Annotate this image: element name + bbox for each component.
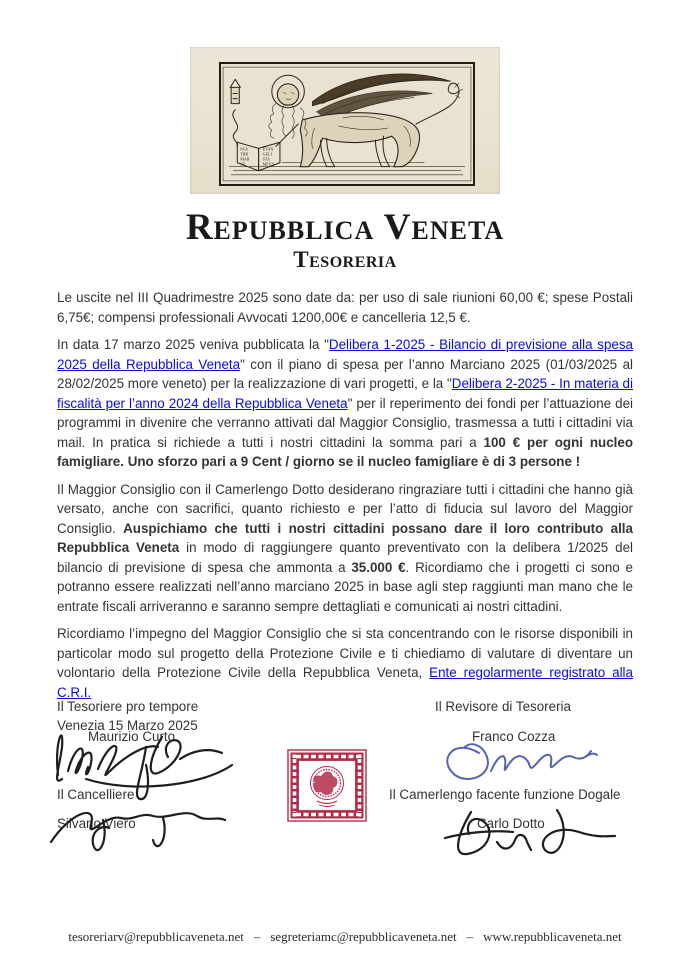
svg-text:PAX: PAX	[240, 146, 249, 152]
footer-separator: –	[466, 929, 474, 944]
role-tesoriere: Il Tesoriere pro tempore	[57, 699, 199, 714]
bold-text: 100 € per ogni nucleo famigliare. Uno sforzo pari a 9 Cent / giorno se il nucleo famigliare è di 3 persone !	[57, 434, 634, 469]
letter-body	[57, 288, 633, 744]
date-line: Venezia 15 Marzo 2025	[57, 718, 198, 733]
signer-name-maurizio-curto: Maurizio Curto	[88, 729, 176, 744]
role-camerlengo: Il Camerlengo facente funzione Dogale	[389, 787, 621, 802]
text-segment: In data 17 marzo 2025 veniva pubblicata la "	[57, 337, 329, 352]
paragraph-protezione-civile	[57, 624, 633, 702]
footer-contacts	[0, 929, 690, 945]
paragraph-delibere	[57, 335, 633, 472]
signer-name-carlo-dotto: Carlo Dotto	[477, 816, 545, 831]
inline-link[interactable]: Delibera 2-2025 - In materia di fiscalità per l’anno 2024 della Repubblica Veneta	[57, 376, 633, 411]
doge-seal-stamp-icon	[287, 749, 367, 822]
footer-website: www.repubblicaveneta.net	[483, 929, 622, 944]
footer-email-tesoreria: tesoreriarv@repubblicaveneta.net	[68, 929, 244, 944]
svg-text:GELI: GELI	[262, 151, 272, 157]
svg-text:MAR: MAR	[240, 156, 250, 162]
svg-text:STA: STA	[262, 156, 270, 162]
text-segment: " con il piano di spesa per l’anno Marciano 2025 (01/03/2025 al 28/02/2025 more veneto) per la realizzazione di vari progetti, e la "	[57, 356, 633, 391]
paragraph-thanks	[57, 480, 633, 617]
inline-link[interactable]: Ente regolarmente registrato alla C.R.I.	[57, 665, 633, 700]
svg-text:CE: CE	[240, 161, 246, 167]
text-segment: Ricordiamo l’impegno del Maggior Consiglio che si sta concentrando con le risorse disponibili in particolar modo sul progetto della Protezione Civile e ti chiediamo di valutare di diventare un volontario della Protezione Civile della Repubblica Veneta,	[57, 626, 633, 680]
paragraph-quarter-expenses	[57, 288, 633, 327]
engraving-paper	[190, 47, 500, 194]
page-title: Repubblica Veneta	[185, 207, 505, 248]
svg-text:MEVS: MEVS	[262, 161, 274, 167]
signer-name-franco-cozza: Franco Cozza	[472, 729, 556, 744]
role-revisore: Il Revisore di Tesoreria	[435, 699, 571, 714]
signature-silvano-viero-icon	[45, 790, 235, 865]
text-segment: in modo di raggiungere quanto preventivato con la delibera 1/2025 del bilancio di previsione di spesa che ammonta a	[57, 540, 633, 575]
footer-separator: –	[253, 929, 261, 944]
signature-carlo-dotto-icon	[437, 798, 622, 878]
svg-text:EVAN: EVAN	[262, 146, 274, 152]
text-segment: Le uscite nel III Quadrimestre 2025 sono date da: per uso di sale riunioni 60,00 €; spese Postali 6,75€; compensi professionali Avvocati 1200,00€ e cancelleria 12,5 €.	[57, 290, 633, 325]
inline-link[interactable]: Delibera 1-2025 - Bilancio di previsione alla spesa 2025 della Repubblica Veneta	[57, 337, 634, 372]
footer-email-segreteria: segreteriamc@repubblicaveneta.net	[270, 929, 457, 944]
svg-text:TIBI: TIBI	[240, 151, 249, 157]
text-segment: " per il reperimento dei fondi per l’attuazione dei programmi in divenire che verranno attivati dal Maggior Consiglio, trasmessa a tutti i cittadini via mail. In pratica si richiede a tutti i nostri cittadini la somma pari a	[57, 395, 633, 450]
text-segment: . Ricordiamo che i progetti ci sono e potranno essere realizzati nell’anno marciano 2025 in base agli step raggiunti man mano che le entrate fiscali arriveranno e saranno sempre dettagliati e comunicati ai nostri cittadini.	[57, 559, 634, 614]
page-subtitle: Tesoreria	[293, 247, 397, 272]
bold-text: 35.000 €	[351, 559, 406, 575]
bold-text: Auspichiamo che tutti i nostri cittadini possano dare il loro contributo alla Repubblica Veneta	[57, 520, 633, 555]
text-segment: Il Maggior Consiglio con il Camerlengo Dotto desiderano ringraziare tutti i cittadini che hanno già versato, anche con sacrifici, quanto richiesto e per l’atto di fiducia sul lavoro del Maggior Consiglio.	[57, 481, 633, 536]
engraving-frame	[219, 62, 475, 186]
signature-franco-cozza-icon	[435, 735, 600, 795]
role-cancelliere: Il Cancelliere	[57, 787, 135, 802]
winged-lion-icon	[221, 64, 473, 184]
signer-name-silvano-viero: Silvano Viero	[57, 816, 136, 831]
